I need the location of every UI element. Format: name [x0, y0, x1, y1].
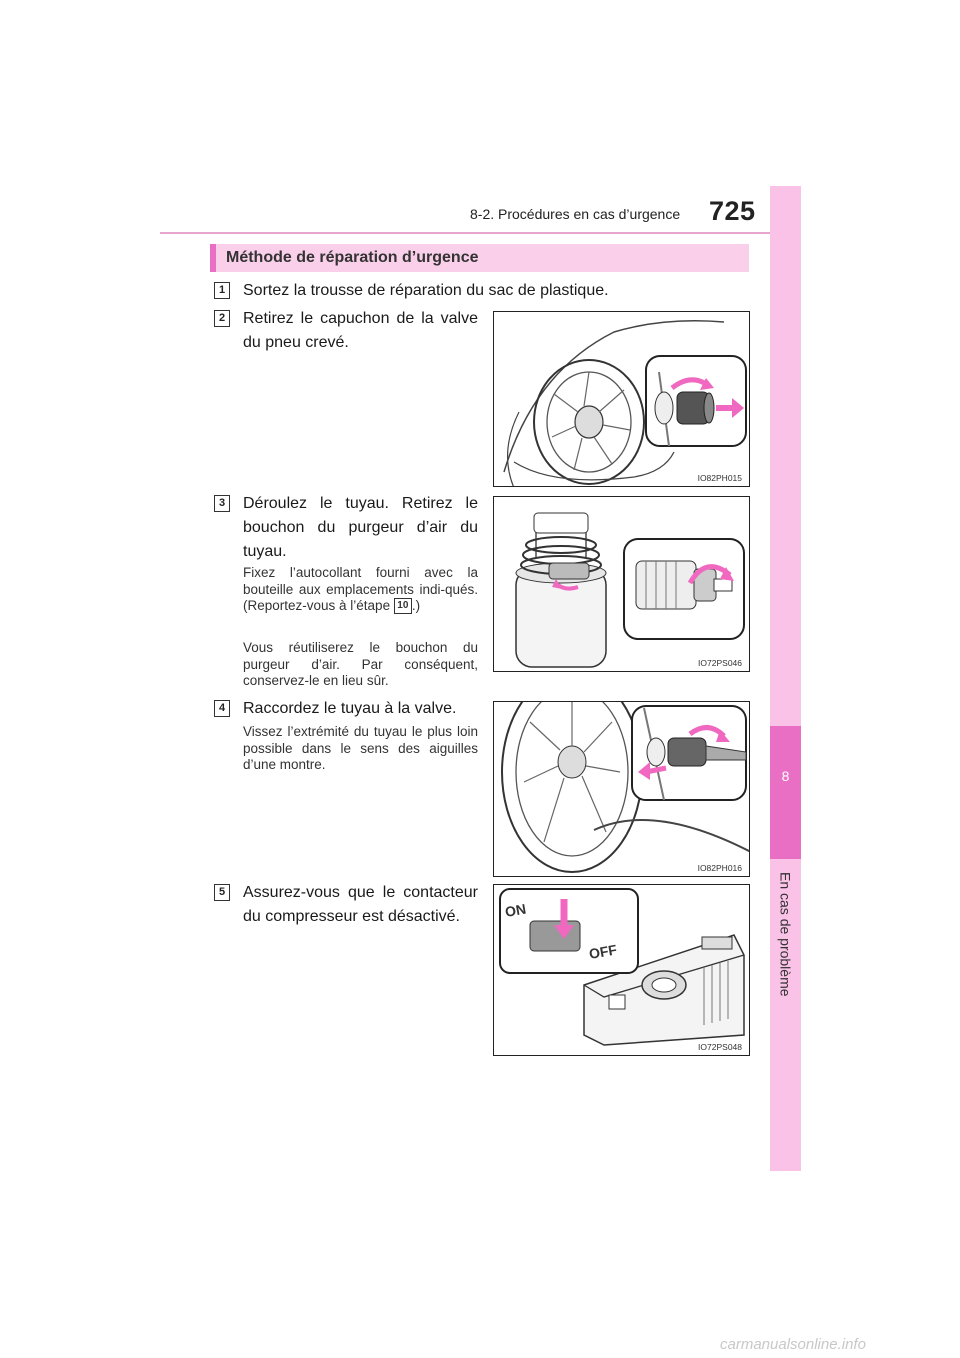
step-1-text: Sortez la trousse de réparation du sac de plastique. [243, 282, 609, 299]
page-number: 725 [709, 196, 756, 226]
step-number-1: 1 [214, 282, 230, 299]
step-4-note: Vissez l’extrémité du tuyau le plus loin possible dans le sens des aiguilles d’une montre. [243, 724, 478, 772]
hose-valve-illustration [494, 702, 750, 877]
switch-on-label: ON [503, 900, 528, 920]
chapter-title-container [770, 860, 801, 1160]
header-divider [160, 232, 800, 234]
step-number-4: 4 [214, 700, 230, 717]
chapter-title: En cas de problème [777, 872, 794, 997]
figure-compressor-switch [493, 884, 750, 1056]
step-5-text: Assurez-vous que le contacteur du compresseur est désactivé. [243, 884, 478, 925]
tire-valve-illustration [494, 312, 750, 487]
section-breadcrumb: 8-2. Procédures en cas d’urgence [470, 206, 681, 222]
section-heading: Méthode de réparation d’urgence [210, 244, 749, 272]
figure-code: IO72PS048 [698, 1042, 742, 1052]
figure-hose-to-valve [493, 701, 750, 877]
step-3-note-part1: Fixez l’autocollant fourni avec la bouteille aux emplacements indi-qués. (Reportez-vous à l’étape [243, 565, 478, 613]
step-2-text: Retirez le capuchon de la valve du pneu crevé. [243, 310, 478, 351]
watermark: carmanualsonline.info [720, 1336, 866, 1353]
step-number-5: 5 [214, 884, 230, 901]
chapter-tab-marker [770, 726, 801, 859]
step-3-note-sticker [243, 565, 478, 615]
figure-code: IO82PH015 [697, 473, 742, 483]
step-number-3: 3 [214, 495, 230, 512]
step-3-note-part2: .) [411, 598, 421, 613]
figure-code: IO82PH016 [697, 863, 742, 873]
figure-code: IO72PS046 [698, 658, 742, 668]
figure-hose-bleeder-cap [493, 496, 750, 672]
bottle-hose-illustration [494, 497, 750, 672]
step-3-text: Déroulez le tuyau. Retirez le bouchon du purgeur d’air du tuyau. [243, 495, 478, 560]
figure-tire-valve-cap [493, 311, 750, 487]
step-number-2: 2 [214, 310, 230, 327]
chapter-number: 8 [781, 768, 790, 784]
switch-off-label: OFF [587, 941, 619, 962]
step-reference-10[interactable]: 10 [394, 598, 412, 614]
compressor-illustration [494, 885, 750, 1056]
step-4-text: Raccordez le tuyau à la valve. [243, 700, 457, 717]
step-3-note-bleeder: Vous réutiliserez le bouchon du purgeur d’air. Par conséquent, conservez-le en lieu sûr. [243, 640, 478, 688]
